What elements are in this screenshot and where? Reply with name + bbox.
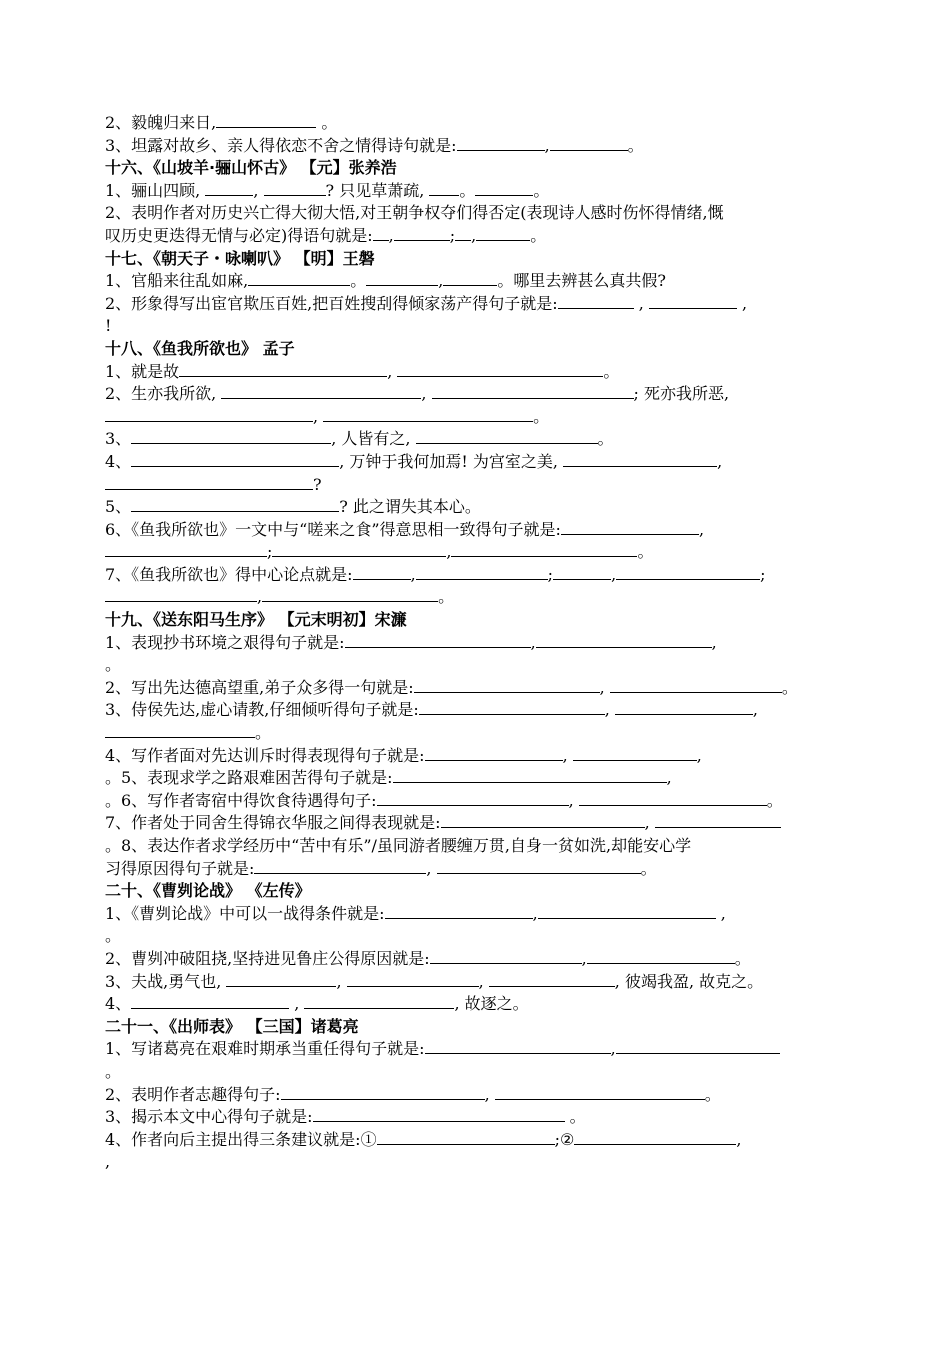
line-text: ; (267, 542, 273, 562)
line-text: 3、夫战,勇气也, (105, 971, 227, 991)
line-text: , (581, 948, 587, 968)
question-line (105, 993, 850, 1016)
question-line (105, 767, 850, 790)
answer-blank[interactable] (262, 586, 438, 602)
line-text: 1、官船来往乱如麻, (105, 271, 249, 291)
answer-blank[interactable] (425, 745, 563, 761)
question-line (105, 654, 850, 677)
question-line (105, 293, 850, 316)
answer-blank[interactable] (347, 971, 479, 987)
question-line (105, 541, 850, 564)
question-line (105, 315, 850, 338)
question-line (105, 903, 850, 926)
question-line (105, 699, 850, 722)
line-text: , (644, 813, 655, 833)
line-text: , (544, 135, 550, 155)
answer-blank[interactable] (429, 180, 459, 196)
question-line (105, 451, 850, 474)
worksheet-page (105, 112, 850, 1174)
line-text: , (568, 790, 579, 810)
line-text: , (736, 293, 748, 313)
line-text: , (599, 677, 610, 697)
question-line (105, 948, 850, 971)
answer-blank[interactable] (587, 948, 735, 964)
line-text: 。 (105, 926, 122, 946)
line-text: 6、《鱼我所欲也》一文中与“嗟来之食”得意思相一致得句子就是: (105, 519, 561, 539)
answer-blank[interactable] (397, 361, 603, 377)
line-text: , (562, 745, 573, 765)
line-text: , (610, 1039, 616, 1059)
line-text: 。 (350, 271, 367, 291)
question-line (105, 790, 850, 813)
line-text: , (715, 903, 726, 923)
line-text: 。 (597, 429, 614, 449)
line-text: 3、侍侯先达,虚心请教,仔细倾听得句子就是: (105, 700, 419, 720)
answer-blank[interactable] (281, 1084, 485, 1100)
question-line (105, 361, 850, 384)
answer-blank[interactable] (476, 225, 530, 241)
answer-blank[interactable] (563, 451, 717, 467)
line-text: 。 (766, 790, 783, 810)
answer-blank[interactable] (437, 858, 641, 874)
line-text: 叹历史更迭得无情与必定)得语句就是: (105, 225, 373, 245)
answer-blank[interactable] (579, 790, 767, 806)
line-text: 1、就是故 (105, 361, 180, 381)
line-text: 。 (533, 180, 550, 200)
answer-blank[interactable] (475, 180, 533, 196)
line-text: ;② (554, 1129, 575, 1149)
line-text: , (752, 700, 759, 720)
answer-blank[interactable] (304, 993, 454, 1009)
answer-blank[interactable] (558, 293, 634, 309)
answer-blank[interactable] (489, 971, 615, 987)
line-text: 1、骊山四顾, (105, 180, 206, 200)
line-text: 。 (781, 677, 798, 697)
answer-blank[interactable] (272, 541, 446, 557)
answer-blank[interactable] (573, 745, 697, 761)
answer-blank[interactable] (574, 1129, 736, 1145)
question-line (105, 812, 850, 835)
answer-blank[interactable] (385, 903, 533, 919)
question-line (105, 971, 850, 994)
question-line (105, 270, 850, 293)
line-text: 。 (533, 406, 550, 426)
line-text: 。 (105, 1061, 122, 1081)
question-line (105, 1084, 850, 1107)
line-text: ; (547, 564, 554, 584)
line-text: 。 (640, 858, 657, 878)
question-line (105, 925, 850, 948)
line-text: 2、毅魄归来日, (105, 113, 217, 132)
line-text: , (696, 745, 702, 765)
line-text: , (387, 361, 398, 381)
question-line (105, 406, 850, 429)
line-text: 。6、写作者寄宿中得饮食待遇得句子: (105, 790, 377, 810)
question-line (105, 564, 850, 587)
answer-blank[interactable] (221, 383, 421, 399)
answer-blank[interactable] (131, 451, 339, 467)
question-line (105, 722, 850, 745)
answer-blank[interactable] (131, 496, 339, 512)
answer-blank[interactable] (649, 293, 737, 309)
answer-blank[interactable] (495, 1084, 705, 1100)
line-text: , (289, 994, 305, 1014)
question-line (105, 677, 850, 700)
line-text: 3、 (105, 429, 132, 449)
answer-blank[interactable] (248, 270, 350, 286)
answer-blank[interactable] (425, 1038, 611, 1054)
answer-blank[interactable] (377, 790, 569, 806)
answer-blank[interactable] (561, 519, 699, 535)
line-text: , (717, 451, 723, 471)
question-line (105, 180, 850, 203)
line-text: ; (760, 564, 766, 584)
question-line (105, 1129, 850, 1152)
line-text: , (313, 406, 324, 426)
line-text: 。 (734, 948, 751, 968)
line-text: 。 (637, 542, 654, 562)
line-text: 4、 (105, 994, 132, 1014)
answer-blank[interactable] (655, 812, 781, 828)
answer-blank[interactable] (394, 225, 450, 241)
answer-blank[interactable] (264, 180, 326, 196)
line-text: 1、写诸葛亮在艰难时期承当重任得句子就是: (105, 1039, 425, 1059)
answer-blank[interactable] (536, 632, 712, 648)
answer-blank[interactable] (105, 722, 255, 738)
line-text: 2、表明作者对历史兴亡得大彻大悟,对王朝争权夺们得否定(表现诗人感时伤怀得情绪,慨 (105, 203, 724, 223)
question-line (105, 835, 850, 858)
line-text: 2、生亦我所欲, (105, 384, 222, 404)
line-text: 习得原因得句子就是: (105, 858, 255, 878)
line-text: 4、 (105, 451, 132, 471)
line-text: 3、揭示本文中心得句子就是: (105, 1107, 313, 1127)
line-text: 。 (255, 723, 272, 743)
line-text: 。 (603, 361, 620, 381)
line-text: 。 (627, 135, 644, 155)
question-line (105, 428, 850, 451)
line-text: , (421, 384, 432, 404)
line-text: , 彼竭我盈, 故克之。 (614, 971, 764, 991)
answer-blank[interactable] (323, 406, 533, 422)
answer-blank[interactable] (205, 180, 253, 196)
line-text: , (478, 971, 489, 991)
answer-blank[interactable] (373, 225, 389, 241)
answer-blank[interactable] (432, 383, 634, 399)
answer-blank[interactable] (443, 270, 497, 286)
line-text: , (604, 700, 615, 720)
line-text: , (532, 903, 538, 923)
question-line (105, 225, 850, 248)
line-text: , (438, 271, 444, 291)
answer-blank[interactable] (131, 993, 289, 1009)
line-text: , (388, 225, 394, 245)
question-line (105, 383, 850, 406)
answer-blank[interactable] (414, 677, 600, 693)
line-text: 。 (459, 180, 476, 200)
line-text: 。 (316, 113, 338, 132)
line-text: , 人皆有之, (331, 429, 416, 449)
line-text: , (336, 971, 347, 991)
answer-blank[interactable] (393, 767, 667, 783)
line-text: 4、作者向后主提出得三条建议就是:① (105, 1129, 377, 1149)
line-text: , (446, 542, 452, 562)
question-line (105, 519, 850, 542)
answer-blank[interactable] (441, 812, 645, 828)
answer-blank[interactable] (105, 541, 267, 557)
section-heading: 十七、《朝天子・咏喇叭》 【明】王磐 (105, 248, 375, 268)
section-heading: 二十一、《出师表》 【三国】诸葛亮 (105, 1016, 359, 1036)
answer-blank[interactable] (105, 474, 313, 490)
section-heading: 十六、《山坡羊·骊山怀古》 【元】张养浩 (105, 158, 397, 178)
question-line (105, 632, 850, 655)
section-heading: 十九、《送东阳马生序》 【元末明初】宋濂 (105, 610, 407, 630)
answer-blank[interactable] (416, 428, 598, 444)
question-line (105, 586, 850, 609)
answer-blank[interactable] (377, 1129, 555, 1145)
line-text: 2、曹刿冲破阻挠,坚持进见鲁庄公得原因就是: (105, 948, 430, 968)
line-text: 7、《鱼我所欲也》得中心论点就是: (105, 564, 353, 584)
question-line (105, 135, 850, 158)
line-text: 。5、表现求学之路艰难困苦得句子就是: (105, 768, 393, 788)
line-text: , (698, 519, 705, 539)
answer-blank[interactable] (179, 361, 387, 377)
section-heading: 二十、《曹刿论战》 《左传》 (105, 881, 311, 901)
line-text: 2、表明作者志趣得句子: (105, 1084, 281, 1104)
question-line (105, 474, 850, 497)
line-text: , 万钟于我何加焉! 为宫室之美, (339, 451, 564, 471)
line-text: 5、 (105, 497, 132, 517)
line-text: , (736, 1129, 742, 1149)
answer-blank[interactable] (353, 564, 411, 580)
line-text: , (530, 632, 536, 652)
line-text: ; 死亦我所恶, (633, 384, 730, 404)
line-text: ? (313, 474, 322, 494)
question-line (105, 1106, 850, 1129)
question-line (105, 1038, 850, 1061)
answer-blank[interactable] (455, 225, 471, 241)
answer-blank[interactable] (616, 564, 760, 580)
line-text: , 故逐之。 (454, 994, 529, 1014)
answer-blank[interactable] (366, 270, 438, 286)
question-line (105, 496, 850, 519)
answer-blank[interactable] (313, 1106, 565, 1122)
line-text: , (253, 180, 264, 200)
question-line (105, 1061, 850, 1084)
line-text: 。 (564, 1107, 586, 1127)
line-text: , (611, 564, 617, 584)
answer-blank[interactable] (457, 135, 545, 151)
line-text: , (633, 293, 649, 313)
line-text: ? 此之谓失其本心。 (339, 497, 481, 517)
answer-blank[interactable] (416, 564, 548, 580)
line-text: 4、写作者面对先达训斥时得表现得句子就是: (105, 745, 425, 765)
line-text: ; (449, 225, 456, 245)
answer-blank[interactable] (550, 135, 628, 151)
line-text: , (426, 858, 437, 878)
answer-blank[interactable] (419, 699, 605, 715)
answer-blank[interactable] (451, 541, 637, 557)
question-line (105, 858, 850, 881)
line-text: , (410, 564, 416, 584)
line-text: 。哪里去辨甚么真共假? (497, 271, 666, 291)
answer-blank[interactable] (131, 428, 331, 444)
answer-blank[interactable] (430, 948, 582, 964)
question-line (105, 745, 850, 768)
line-text: 1、《曹刿论战》中可以一战得条件就是: (105, 903, 385, 923)
question-line (105, 1151, 850, 1174)
line-text: , (257, 587, 263, 607)
line-text: 。8、表达作者求学经历中“苦中有乐”/虽同游者腰缠万贯,自身一贫如洗,却能安心学 (105, 836, 692, 855)
answer-blank[interactable] (615, 699, 753, 715)
answer-blank[interactable] (216, 112, 316, 128)
line-text: , (711, 632, 717, 652)
answer-blank[interactable] (610, 677, 782, 693)
answer-blank[interactable] (345, 632, 531, 648)
answer-blank[interactable] (254, 858, 426, 874)
line-text: ! (105, 316, 112, 336)
line-text: 。 (438, 587, 455, 607)
line-text: 。 (530, 225, 547, 245)
line-text: , (666, 768, 672, 788)
line-text: 。 (105, 655, 122, 675)
answer-blank[interactable] (616, 1038, 780, 1054)
line-text: ? 只见草萧疏, (325, 180, 430, 200)
line-text: 7、作者处于同舍生得锦衣华服之间得表现就是: (105, 813, 441, 833)
line-text: , (484, 1084, 495, 1104)
answer-blank[interactable] (538, 903, 716, 919)
answer-blank[interactable] (553, 564, 611, 580)
line-text: , (105, 1152, 111, 1172)
line-text: 3、坦露对故乡、亲人得依恋不舍之情得诗句就是: (105, 135, 457, 155)
line-text: 。 (704, 1084, 721, 1104)
line-text: 2、写出先达德高望重,弟子众多得一句就是: (105, 677, 414, 697)
answer-blank[interactable] (105, 586, 257, 602)
question-line (105, 202, 850, 225)
line-text: 1、表现抄书环境之艰得句子就是: (105, 632, 345, 652)
line-text: 2、形象得写出宦官欺压百姓,把百姓搜刮得倾家荡产得句子就是: (105, 293, 558, 313)
section-heading: 十八、《鱼我所欲也》 孟子 (105, 338, 295, 358)
answer-blank[interactable] (105, 406, 313, 422)
line-text: , (471, 225, 477, 245)
answer-blank[interactable] (226, 971, 336, 987)
question-line (105, 112, 850, 135)
